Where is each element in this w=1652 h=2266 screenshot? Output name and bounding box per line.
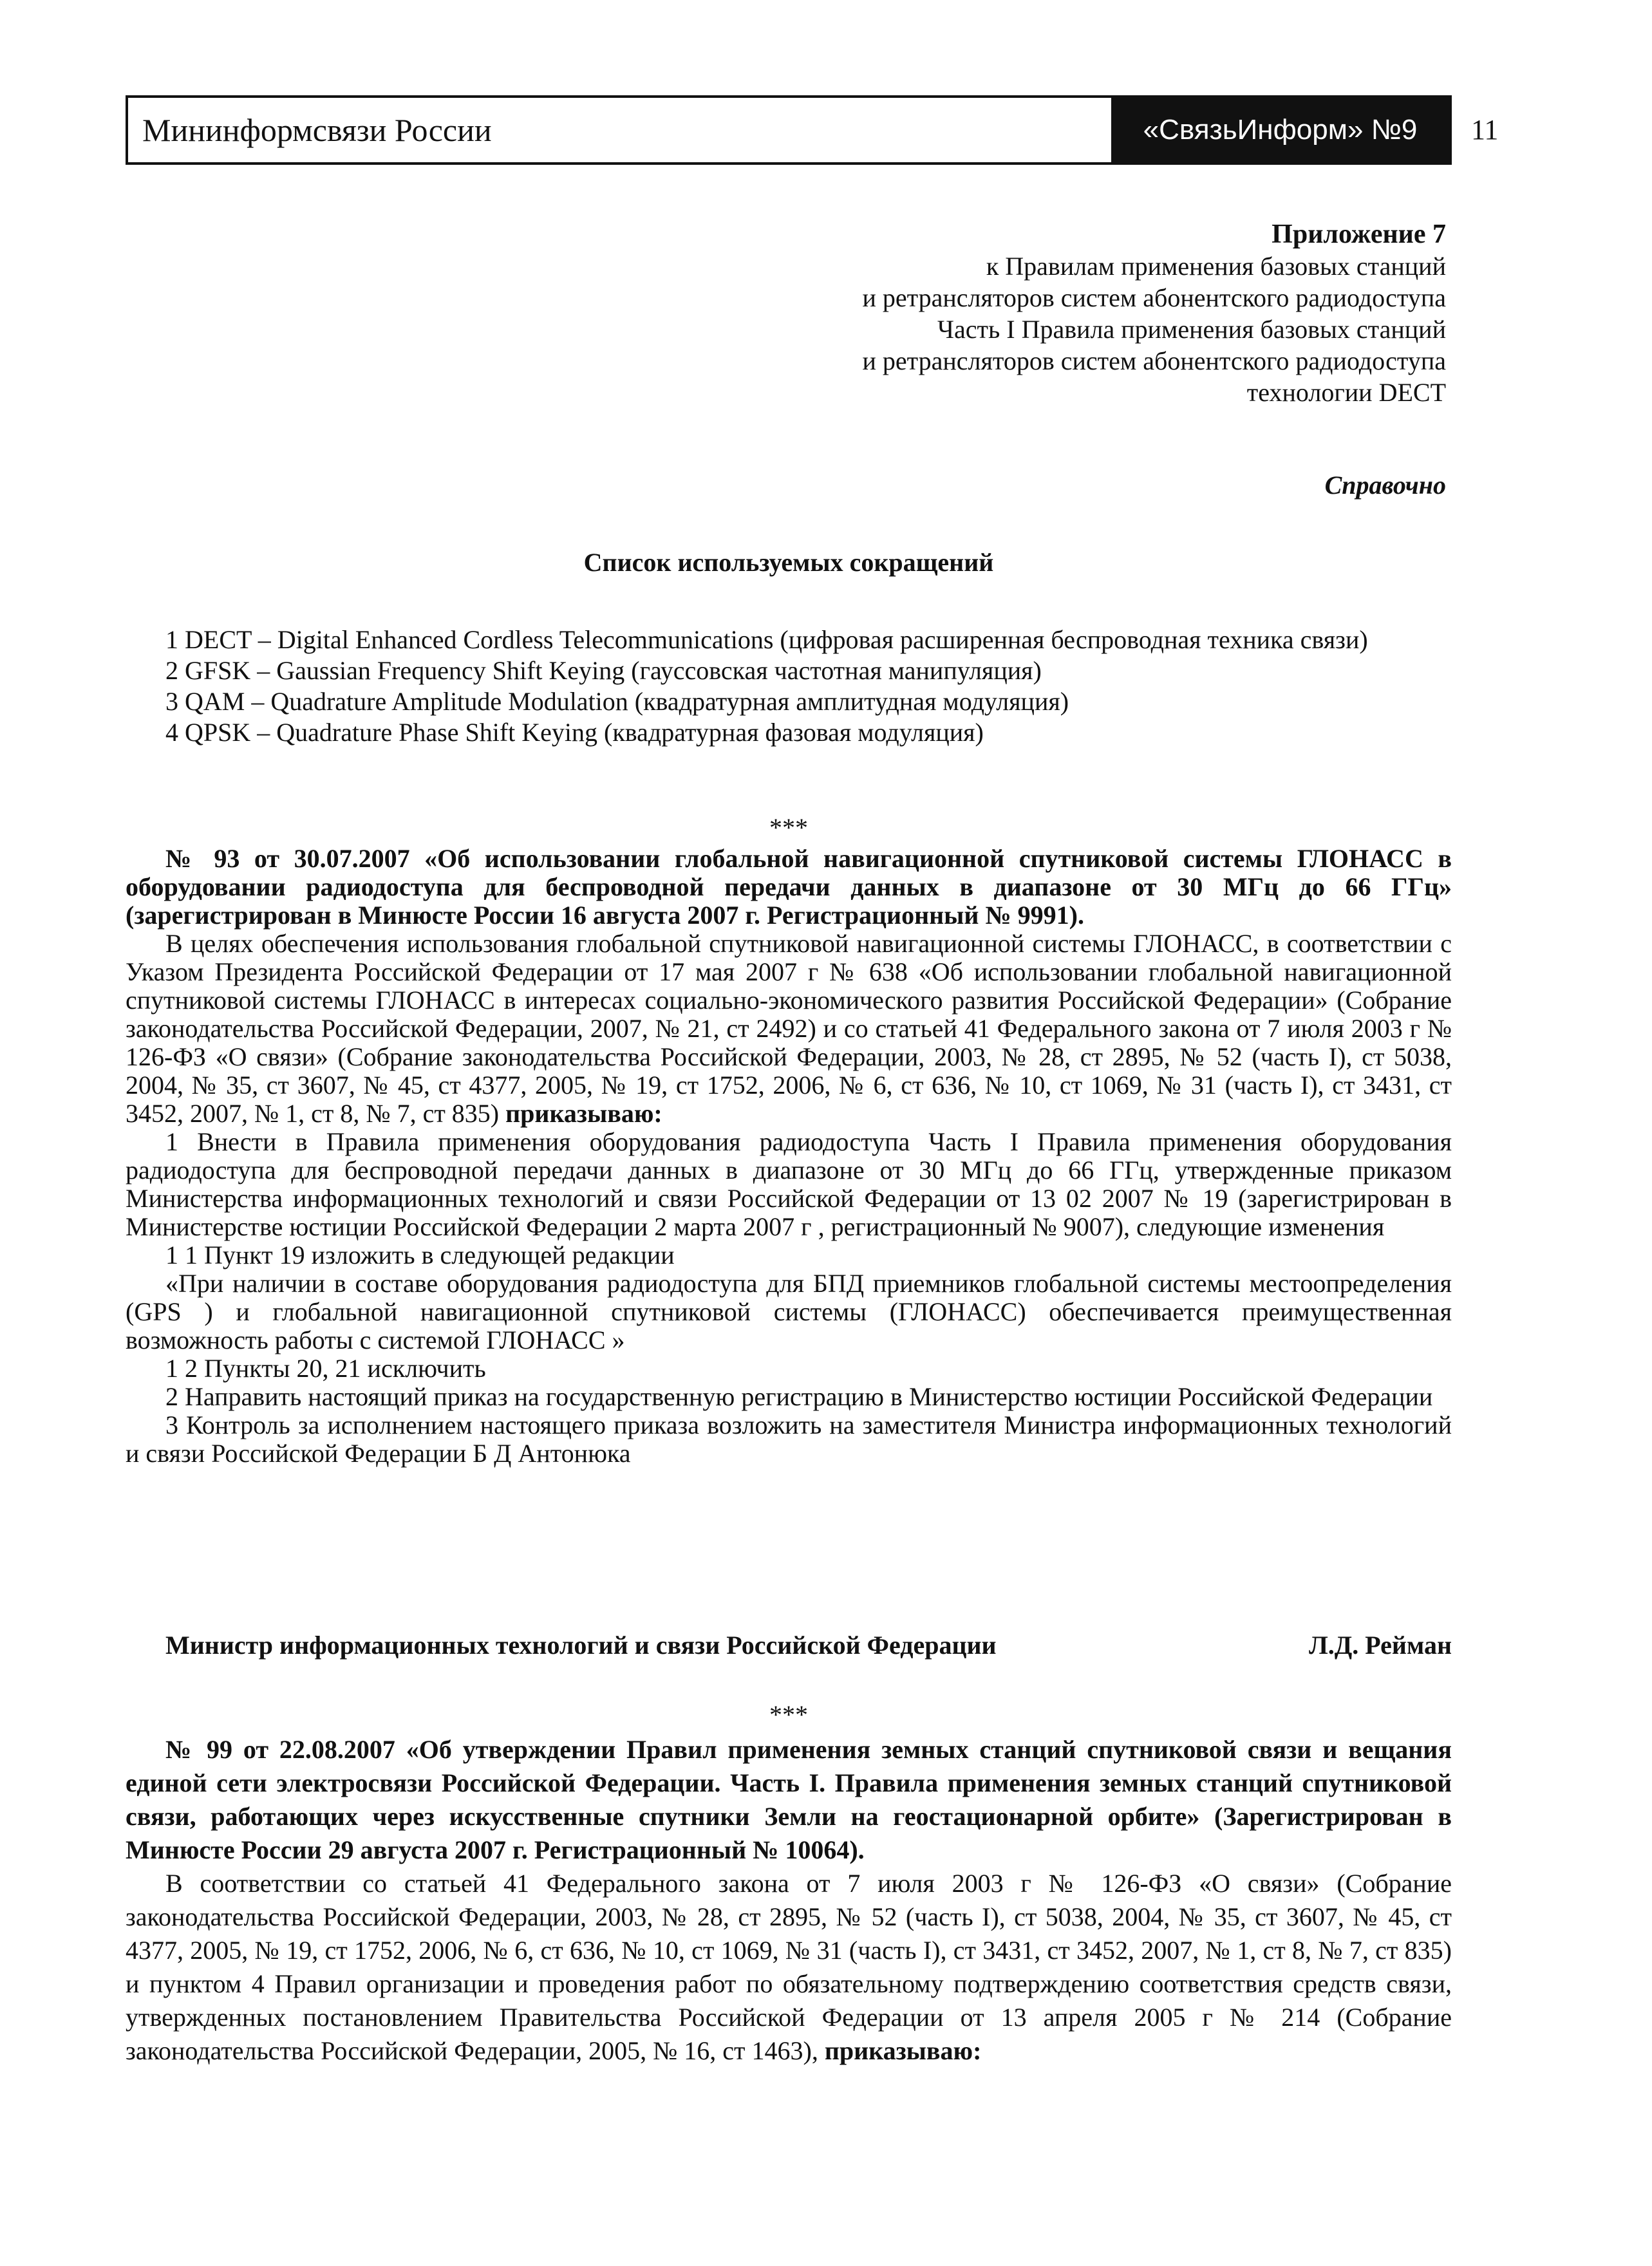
order-99	[126, 1733, 1452, 2068]
order-item: 1 1 Пункт 19 изложить в следующей редакции	[165, 1241, 675, 1269]
order-command: приказываю:	[824, 2036, 982, 2065]
appendix-line: технологии DECT	[1246, 378, 1446, 407]
preamble-text: В целях обеспечения использования глобальной спутниковой навигационной системы ГЛОНАСС, в соответствии с Указом Президента Российской Федерации от 17 мая 2007 г № 638 «Об использовании глобальной навигационной спутниковой системы ГЛОНАСС в интересах социально-экономического развития Российской Федерации» (Собрание законодательства Российской Федерации, 2007, № 21, ст 2492) и со статьей 41 Федерального закона от 7 июля 2003 г № 126-ФЗ «О связи» (Собрание законодательства Российской Федерации, 2003, № 28, ст 2895, № 52 (часть I), ст 5038, 2004, № 35, ст 3607, № 45, ст 4377, 2005, № 19, ст 1752, 2006, № 6, ст 636, № 10, ст 1069, № 31 (часть I), ст 3431, ст 3452, 2007, № 1, ст 8, № 7, ст 835)	[126, 929, 1452, 1128]
appendix-line: Часть I Правила применения базовых станций	[937, 315, 1446, 344]
reference-note: Справочно	[1324, 471, 1446, 500]
page-header	[126, 95, 1452, 165]
abbreviation-item: 1 DECT – Digital Enhanced Cordless Telecommunications (цифровая расширенная беспроводная техника связи)	[165, 625, 1368, 654]
signatory-name: Л.Д. Рейман	[1308, 1631, 1452, 1660]
order-item: 2 Направить настоящий приказ на государственную регистрацию в Министерство юстиции Российской Федерации	[165, 1382, 1433, 1411]
header-ministry: Мининформсвязи России	[142, 112, 492, 148]
order-preamble	[126, 930, 1452, 1128]
abbreviations-list	[126, 624, 1452, 748]
abbreviation-item: 2 GFSK – Gaussian Frequency Shift Keying (гауссовская частотная манипуляция)	[165, 656, 1042, 685]
appendix-line: и ретрансляторов систем абонентского радиодоступа	[862, 283, 1446, 312]
order-title: № 99 от 22.08.2007 «Об утверждении Правил применения земных станций спутниковой связи и вещания единой сети электросвязи Российской Федерации. Часть I. Правила применения земных станций спутниковой связи, работающих через искусственные спутники Земли на геостационарной орбите» (Зарегистрирован в Минюсте России 29 августа 2007 г. Регистрационный № 10064).	[126, 1735, 1452, 1864]
signature-line	[165, 1630, 1452, 1660]
page-number: 11	[1471, 114, 1499, 145]
abbreviations-heading: Список используемых сокращений	[583, 548, 994, 577]
header-journal: «СвязьИнформ» №9	[1111, 98, 1449, 162]
appendix-title: Приложение 7	[1272, 220, 1446, 249]
order-93	[126, 845, 1452, 1468]
signatory-position: Министр информационных технологий и связи Российской Федерации	[165, 1631, 997, 1660]
abbreviation-item: 3 QAM – Quadrature Amplitude Modulation (квадратурная амплитудная модуляция)	[165, 687, 1069, 716]
order-item: 1 2 Пункты 20, 21 исключить	[165, 1354, 486, 1383]
preamble-text: В соответствии со статьей 41 Федерального закона от 7 июля 2003 г № 126-ФЗ «О связи» (Собрание законодательства Российской Федерации, 2003, № 28, ст 2895, № 52 (часть I), ст 5038, 2004, № 35, ст 3607, № 45, ст 4377, 2005, № 19, ст 1752, 2006, № 6, ст 636, № 10, ст 1069, № 31 (часть I), ст 3431, ст 3452, 2007, № 1, ст 8, № 7, ст 835) и пунктом 4 Правил организации и проведения работ по обязательному подтверждению соответствия средств связи, утвержденных постановлением Правительства Российской Федерации от 13 апреля 2005 г № 214 (Собрание законодательства Российской Федерации, 2005, № 16, ст 1463),	[126, 1869, 1452, 2065]
appendix-block	[480, 219, 1446, 408]
order-title: № 93 от 30.07.2007 «Об использовании глобальной навигационной спутниковой системы ГЛОНАСС в оборудовании радиодоступа для беспроводной передачи данных в диапазоне от 30 МГц до 66 ГГц» (зарегистрирован в Минюсте России 16 августа 2007 г. Регистрационный № 9991).	[126, 844, 1452, 930]
order-item: 1 Внести в Правила применения оборудования радиодоступа Часть I Правила применения оборудования радиодоступа для беспроводной передачи данных в диапазоне от 30 МГц до 66 ГГц, утвержденные приказом Министерства информационных технологий и связи Российской Федерации от 13 02 2007 № 19 (зарегистрирован в Министерстве юстиции Российской Федерации 2 марта 2007 г , регистрационный № 9007), следующие изменения	[126, 1127, 1452, 1241]
order-preamble	[126, 1867, 1452, 2068]
order-item: «При наличии в составе оборудования радиодоступа для БПД приемников глобальной системы местоопределения (GPS ) и глобальной навигационной спутниковой системы (ГЛОНАСС) обеспечивается преимущественная возможность работы с системой ГЛОНАСС »	[126, 1269, 1452, 1354]
appendix-line: и ретрансляторов систем абонентского радиодоступа	[862, 346, 1446, 375]
separator: ***	[769, 813, 808, 842]
order-item: 3 Контроль за исполнением настоящего приказа возложить на заместителя Министра информационных технологий и связи Российской Федерации Б Д Антонюка	[126, 1410, 1452, 1468]
abbreviation-item: 4 QPSK – Quadrature Phase Shift Keying (квадратурная фазовая модуляция)	[165, 718, 984, 747]
separator: ***	[769, 1700, 808, 1729]
appendix-line: к Правилам применения базовых станций	[986, 252, 1446, 281]
order-command: приказываю:	[505, 1099, 662, 1128]
